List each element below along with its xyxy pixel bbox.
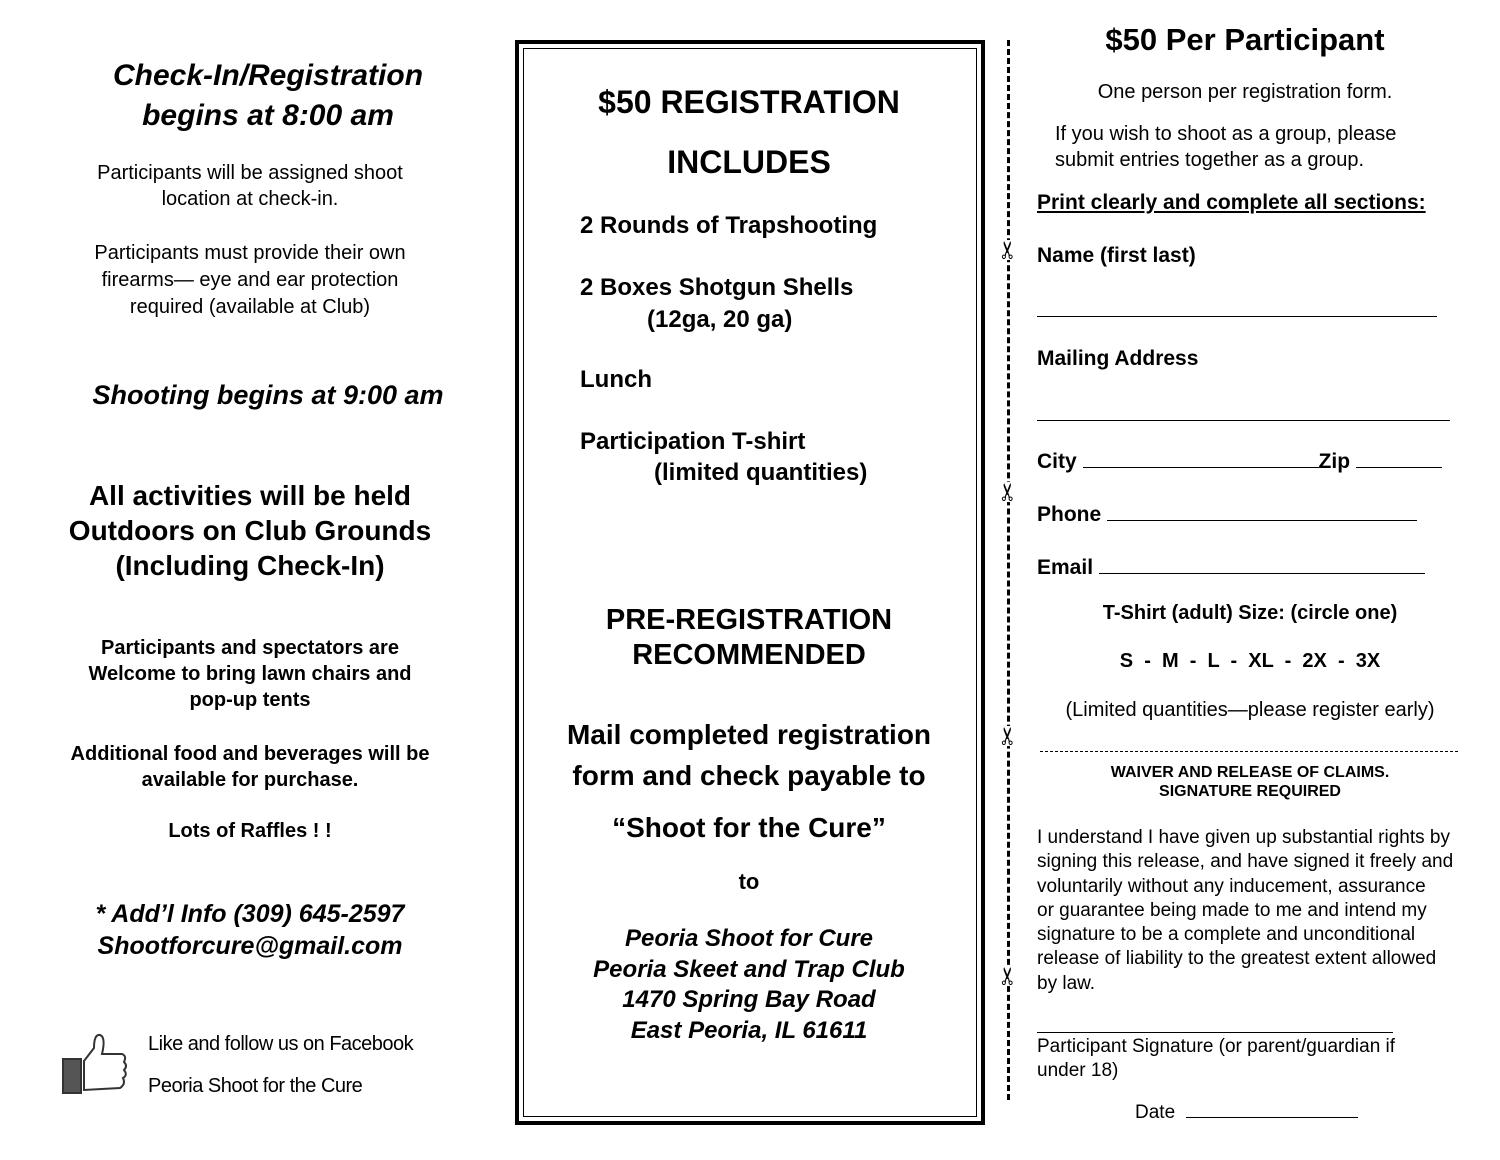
text-line: Additional food and beverages will be — [70, 743, 430, 765]
mailing-address-label: Mailing Address — [1037, 347, 1199, 370]
include-item-shells-sub: (12ga, 20 ga) — [647, 306, 793, 333]
text-line: Participants and spectators are — [101, 637, 399, 659]
outdoors-text — [0, 478, 500, 583]
assigned-text — [0, 160, 500, 212]
contact-info — [0, 898, 500, 962]
name-field[interactable] — [1037, 316, 1437, 317]
include-item-rounds: 2 Rounds of Trapshooting — [580, 212, 878, 239]
city-zip-row — [1037, 450, 1442, 474]
text-line: Participant Signature (or parent/guardian if — [1037, 1036, 1396, 1057]
name-label: Name (first last) — [1037, 244, 1196, 267]
scissors-icon: ✂ — [995, 965, 1023, 987]
text-line: 1470 Spring Bay Road — [622, 986, 876, 1013]
include-item-tshirt: Participation T-shirt — [580, 428, 806, 455]
tshirt-size-label: T-Shirt (adult) Size: (circle one) — [1102, 602, 1398, 624]
checkin-title — [18, 56, 518, 136]
text-line: Welcome to bring lawn chairs and — [88, 663, 412, 685]
waiver-text — [1037, 826, 1453, 996]
text-line: form and check payable to — [572, 760, 926, 791]
text-line: East Peoria, IL 61611 — [630, 1016, 868, 1044]
city-label: City — [1037, 450, 1077, 473]
city-field[interactable] — [1083, 467, 1319, 468]
mailing-address — [518, 924, 980, 1046]
food-text — [0, 741, 500, 793]
group-text — [1055, 121, 1396, 173]
text-line: begins at 8:00 am — [142, 99, 394, 132]
email-row — [1037, 556, 1425, 580]
scissors-icon: ✂ — [995, 239, 1023, 261]
mail-instructions — [518, 714, 980, 796]
text-line: SIGNATURE REQUIRED — [1159, 783, 1341, 800]
phone-text: * Add’l Info (309) 645-2597 — [95, 900, 405, 928]
phone-field[interactable] — [1107, 520, 1417, 521]
text-line: required (available at Club) — [129, 296, 371, 318]
raffles-text: Lots of Raffles ! ! — [168, 820, 332, 842]
text-line: (Including Check-In) — [115, 550, 385, 581]
text-line: WAIVER AND RELEASE OF CLAIMS. — [1110, 764, 1390, 781]
limited-quantities-note: (Limited quantities—please register early) — [1065, 699, 1435, 721]
text-line: signature to be a complete and unconditional — [1037, 924, 1416, 946]
email-label: Email — [1037, 556, 1094, 579]
text-line: voluntarily without any inducement, assurance — [1037, 875, 1426, 897]
text-line: signing this release, and have signed it freely and — [1037, 851, 1454, 873]
phone-label: Phone — [1037, 503, 1102, 526]
text-line: $50 REGISTRATION — [598, 84, 900, 120]
text-line: pop-up tents — [189, 689, 311, 711]
text-line: PRE-REGISTRATION — [605, 604, 893, 636]
text-line: I understand I have given up substantial rights by — [1037, 827, 1450, 848]
price-title: $50 Per Participant — [1105, 22, 1385, 57]
email-field[interactable] — [1099, 573, 1425, 574]
to-text: to — [738, 869, 760, 894]
signature-label — [1037, 1035, 1395, 1083]
cut-line — [1007, 40, 1010, 1100]
waiver-title — [1040, 763, 1460, 801]
text-line: available for purchase. — [141, 769, 359, 791]
thumbs-up-icon — [60, 1032, 130, 1096]
text-line: RECOMMENDED — [632, 639, 866, 671]
text-line: Outdoors on Club Grounds — [68, 515, 432, 546]
text-line: location at check-in. — [161, 188, 339, 210]
facebook-page-text[interactable]: Peoria Shoot for the Cure — [148, 1075, 363, 1097]
text-line: under 18) — [1037, 1060, 1119, 1081]
tshirt-size-options[interactable]: S - M - L - XL - 2X - 3X — [1119, 650, 1381, 672]
text-line: Participants will be assigned shoot — [97, 162, 403, 184]
email-text: Shootforcure@gmail.com — [97, 932, 403, 960]
shooting-begins: Shooting begins at 9:00 am — [92, 380, 444, 410]
text-line: by law. — [1037, 972, 1096, 994]
print-clearly-heading: Print clearly and complete all sections: — [1037, 191, 1426, 214]
chairs-text — [0, 635, 500, 713]
divider — [1040, 751, 1458, 752]
date-field[interactable] — [1186, 1117, 1358, 1118]
zip-field[interactable] — [1356, 467, 1442, 468]
text-line: Peoria Skeet and Trap Club — [593, 955, 905, 983]
date-row — [1135, 1102, 1358, 1124]
text-line: submit entries together as a group. — [1055, 149, 1365, 171]
preregistration-text — [518, 603, 980, 673]
text-line: Participants must provide their own — [94, 242, 406, 264]
include-item-tshirt-sub: (limited quantities) — [654, 459, 868, 486]
mailing-address-field[interactable] — [1037, 420, 1450, 421]
date-label: Date — [1135, 1102, 1176, 1123]
text-line: All activities will be held — [88, 480, 412, 511]
phone-row — [1037, 503, 1417, 527]
include-item-lunch: Lunch — [580, 366, 652, 393]
signature-field[interactable] — [1037, 1032, 1393, 1033]
text-line: If you wish to shoot as a group, please — [1055, 123, 1397, 145]
include-item-shells: 2 Boxes Shotgun Shells — [580, 274, 854, 301]
registration-title — [518, 72, 980, 192]
text-line: firearms— eye and ear protection — [101, 269, 399, 291]
text-line: or guarantee being made to me and intend my — [1037, 899, 1427, 921]
scissors-icon: ✂ — [995, 725, 1023, 747]
one-person-text: One person per registration form. — [1097, 81, 1393, 103]
text-line: Check-In/Registration — [112, 59, 424, 92]
payee-text: “Shoot for the Cure” — [612, 812, 886, 843]
scissors-icon: ✂ — [995, 481, 1023, 503]
firearms-text — [0, 240, 500, 321]
text-line: release of liability to the greatest extent allowed — [1037, 948, 1437, 970]
text-line: Mail completed registration — [566, 719, 932, 750]
zip-label: Zip — [1318, 450, 1351, 473]
facebook-like-text: Like and follow us on Facebook — [148, 1033, 414, 1055]
text-line: Peoria Shoot for Cure — [624, 925, 874, 952]
text-line: INCLUDES — [667, 144, 831, 180]
